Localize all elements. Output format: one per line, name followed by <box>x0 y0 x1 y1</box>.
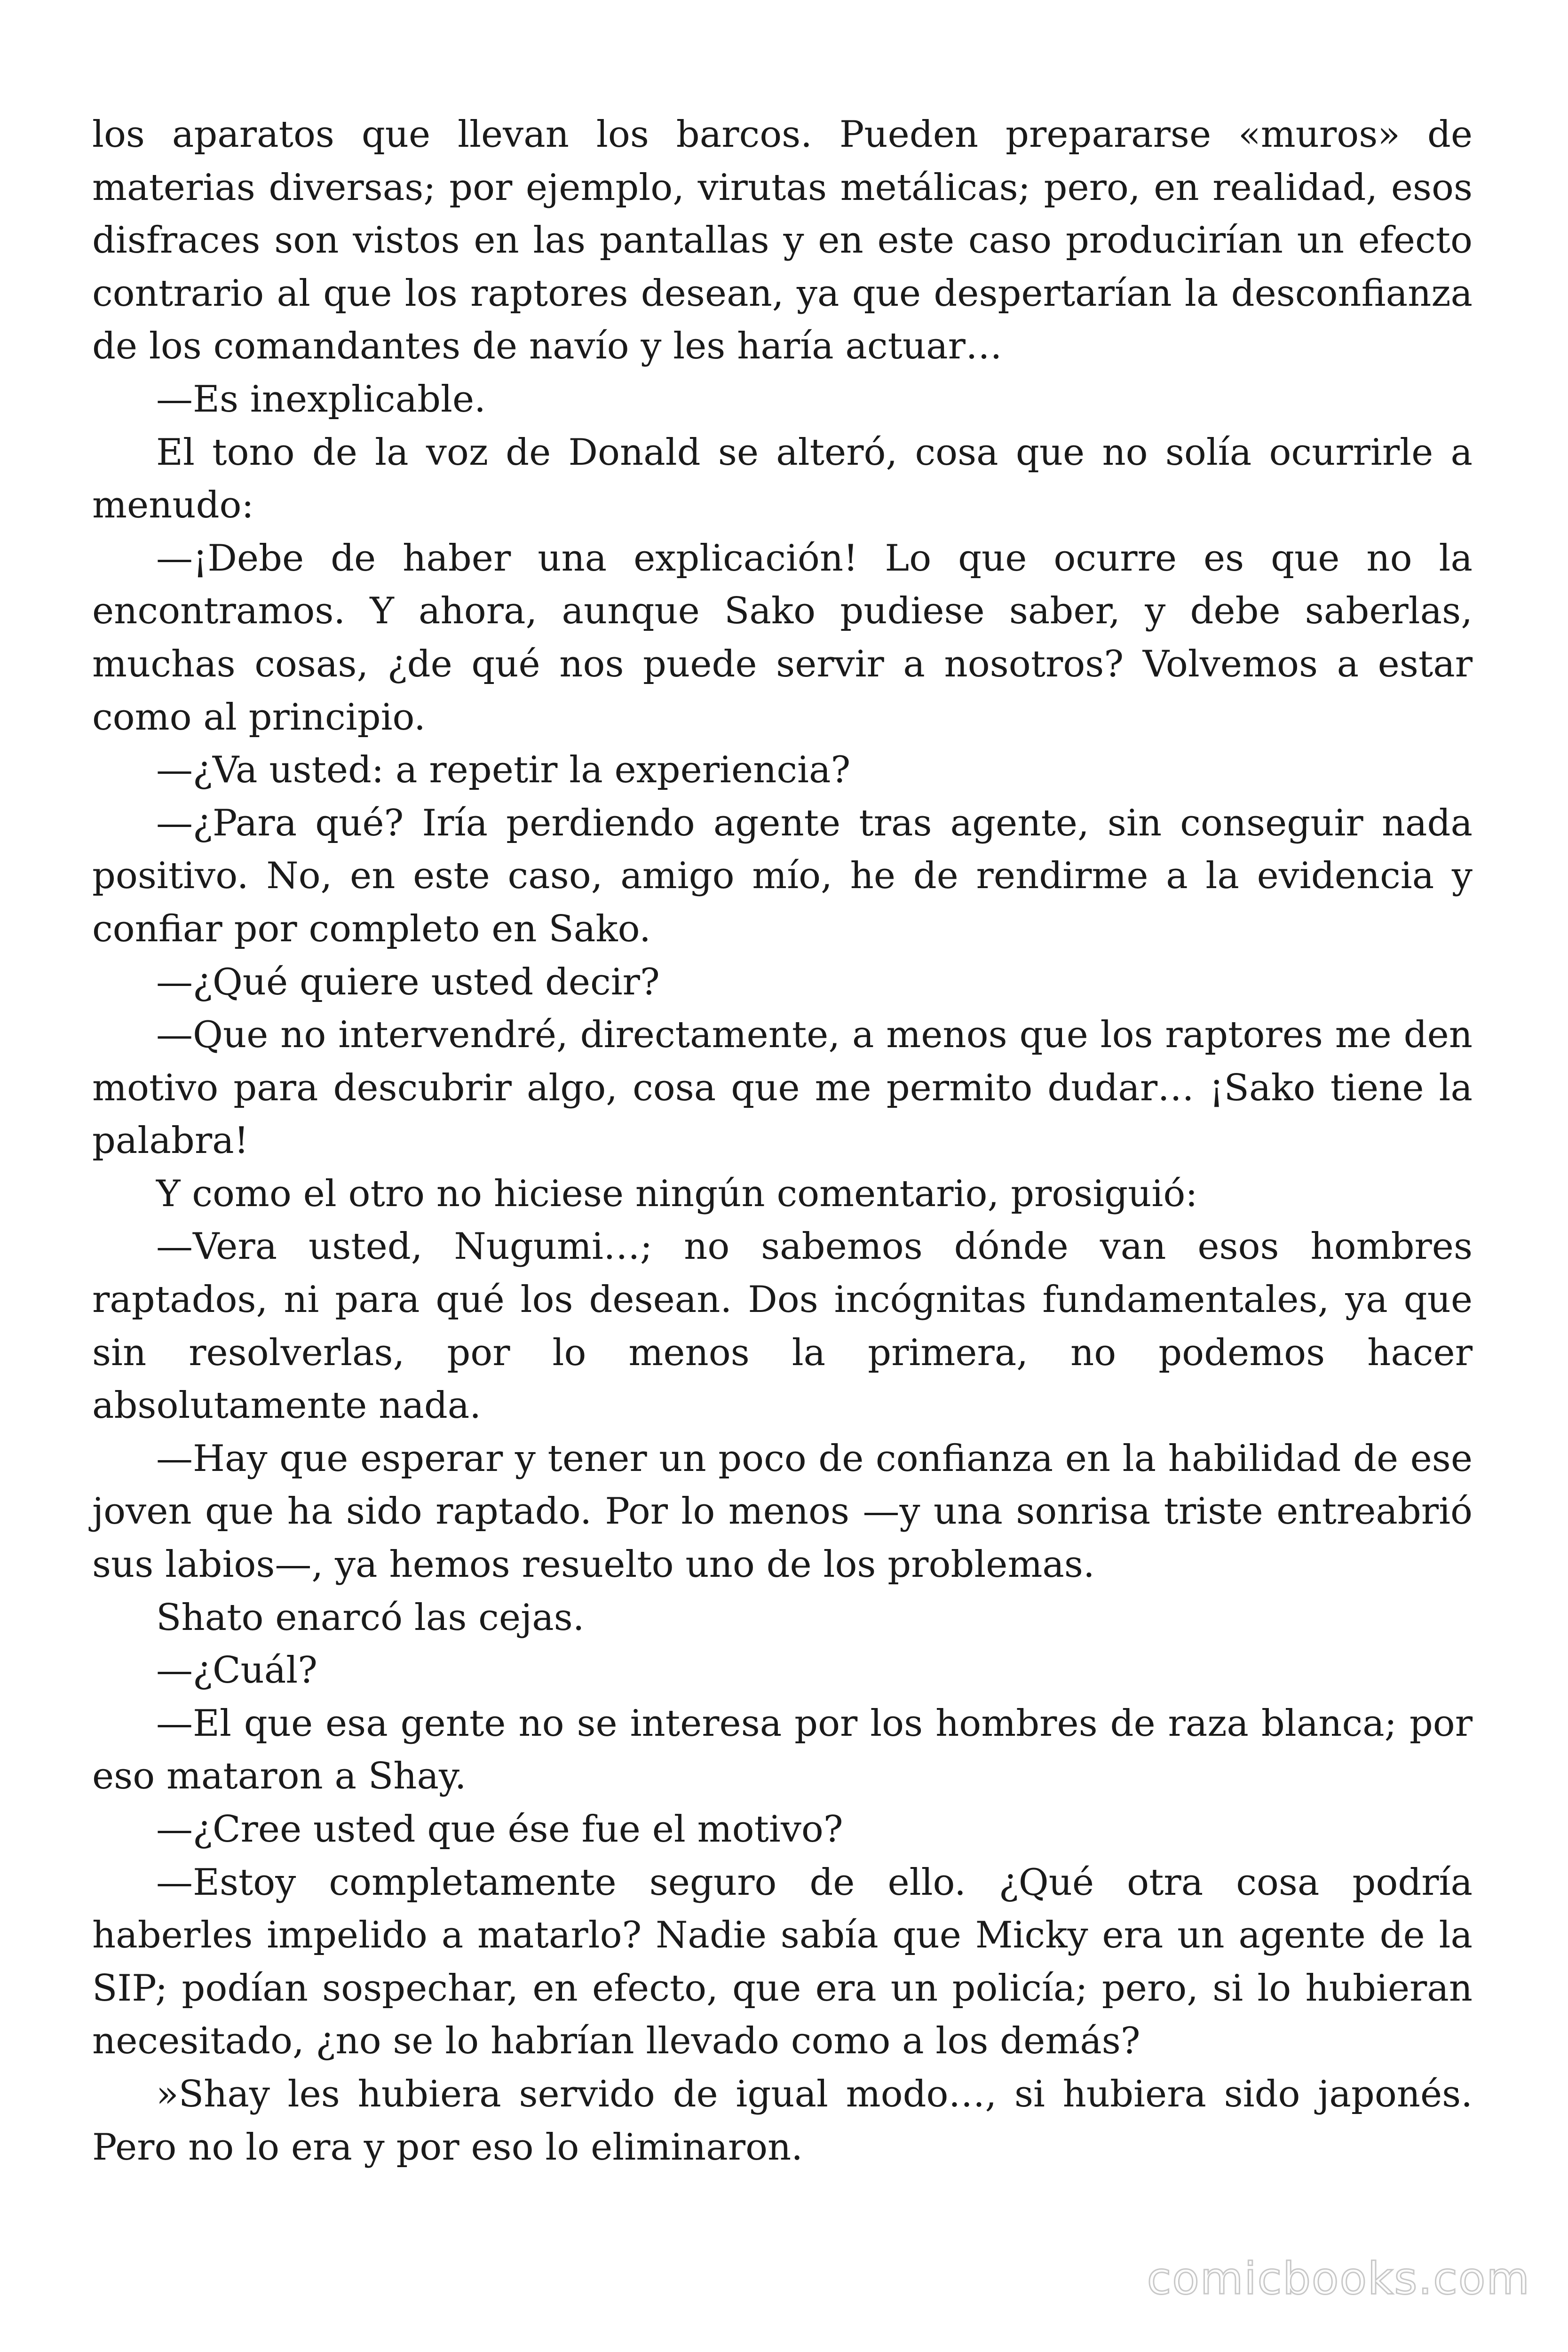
paragraph: —¿Qué quiere usted decir? <box>156 961 660 1003</box>
paragraph: »Shay les hubiera servido de igual modo…, si hubiera sido japonés. Pero no lo era y por eso lo eliminaron. <box>92 2073 1473 2169</box>
paragraph: —Es inexplicable. <box>156 378 486 421</box>
body-text <box>92 108 1473 2174</box>
paragraph: —¿Cree usted que ése fue el motivo? <box>156 1808 843 1851</box>
paragraph: El tono de la voz de Donald se alteró, cosa que no solía ocurrirle a menudo: <box>92 431 1473 527</box>
paragraph: los aparatos que llevan los barcos. Pueden prepararse «muros» de materias diversas; por ejemplo, virutas metálicas; pero, en realidad, esos disfraces son vistos en las pantallas y en este caso producirían un efecto contrario al que los raptores desean, ya que despertarían la desconfianza de los comandantes de navío y les haría actuar… <box>92 113 1473 368</box>
paragraph: —¿Para qué? Iría perdiendo agente tras agente, sin conseguir nada positivo. No, en este caso, amigo mío, he de rendirme a la evidencia y confiar por completo en Sako. <box>92 802 1473 950</box>
paragraph: —Que no intervendré, directamente, a menos que los raptores me den motivo para descubrir algo, cosa que me permito dudar… ¡Sako tiene la palabra! <box>92 1014 1473 1162</box>
paragraph: Y como el otro no hiciese ningún comentario, prosiguió: <box>156 1172 1198 1215</box>
paragraph: —¿Va usted: a repetir la experiencia? <box>156 749 851 792</box>
watermark: comicbooks.com <box>1147 2253 1530 2304</box>
paragraph: —Estoy completamente seguro de ello. ¿Qué otra cosa podría haberles impelido a matarlo? Nadie sabía que Micky era un agente de la SIP; podían sospechar, en efecto, que era un policía; pero, si lo hubieran necesitado, ¿no se lo habrían llevado como a los demás? <box>92 1861 1473 2063</box>
paragraph: —Hay que esperar y tener un poco de confianza en la habilidad de ese joven que ha sido raptado. Por lo menos —y una sonrisa triste entreabrió sus labios—, ya hemos resuelto uno de los problemas. <box>92 1437 1473 1586</box>
paragraph: —Vera usted, Nugumi…; no sabemos dónde van esos hombres raptados, ni para qué los desean. Dos incógnitas fundamentales, ya que sin resolverlas, por lo menos la primera, no podemos hacer absolutamente nada. <box>92 1225 1473 1427</box>
paragraph: —¿Cuál? <box>156 1649 318 1692</box>
paragraph: —¡Debe de haber una explicación! Lo que ocurre es que no la encontramos. Y ahora, aunque Sako pudiese saber, y debe saberlas, muchas cosas, ¿de qué nos puede servir a nosotros? Volvemos a estar como al principio. <box>92 537 1473 739</box>
paragraph: Shato enarcó las cejas. <box>156 1596 585 1639</box>
paragraph: —El que esa gente no se interesa por los hombres de raza blanca; por eso mataron a Shay. <box>92 1702 1473 1798</box>
